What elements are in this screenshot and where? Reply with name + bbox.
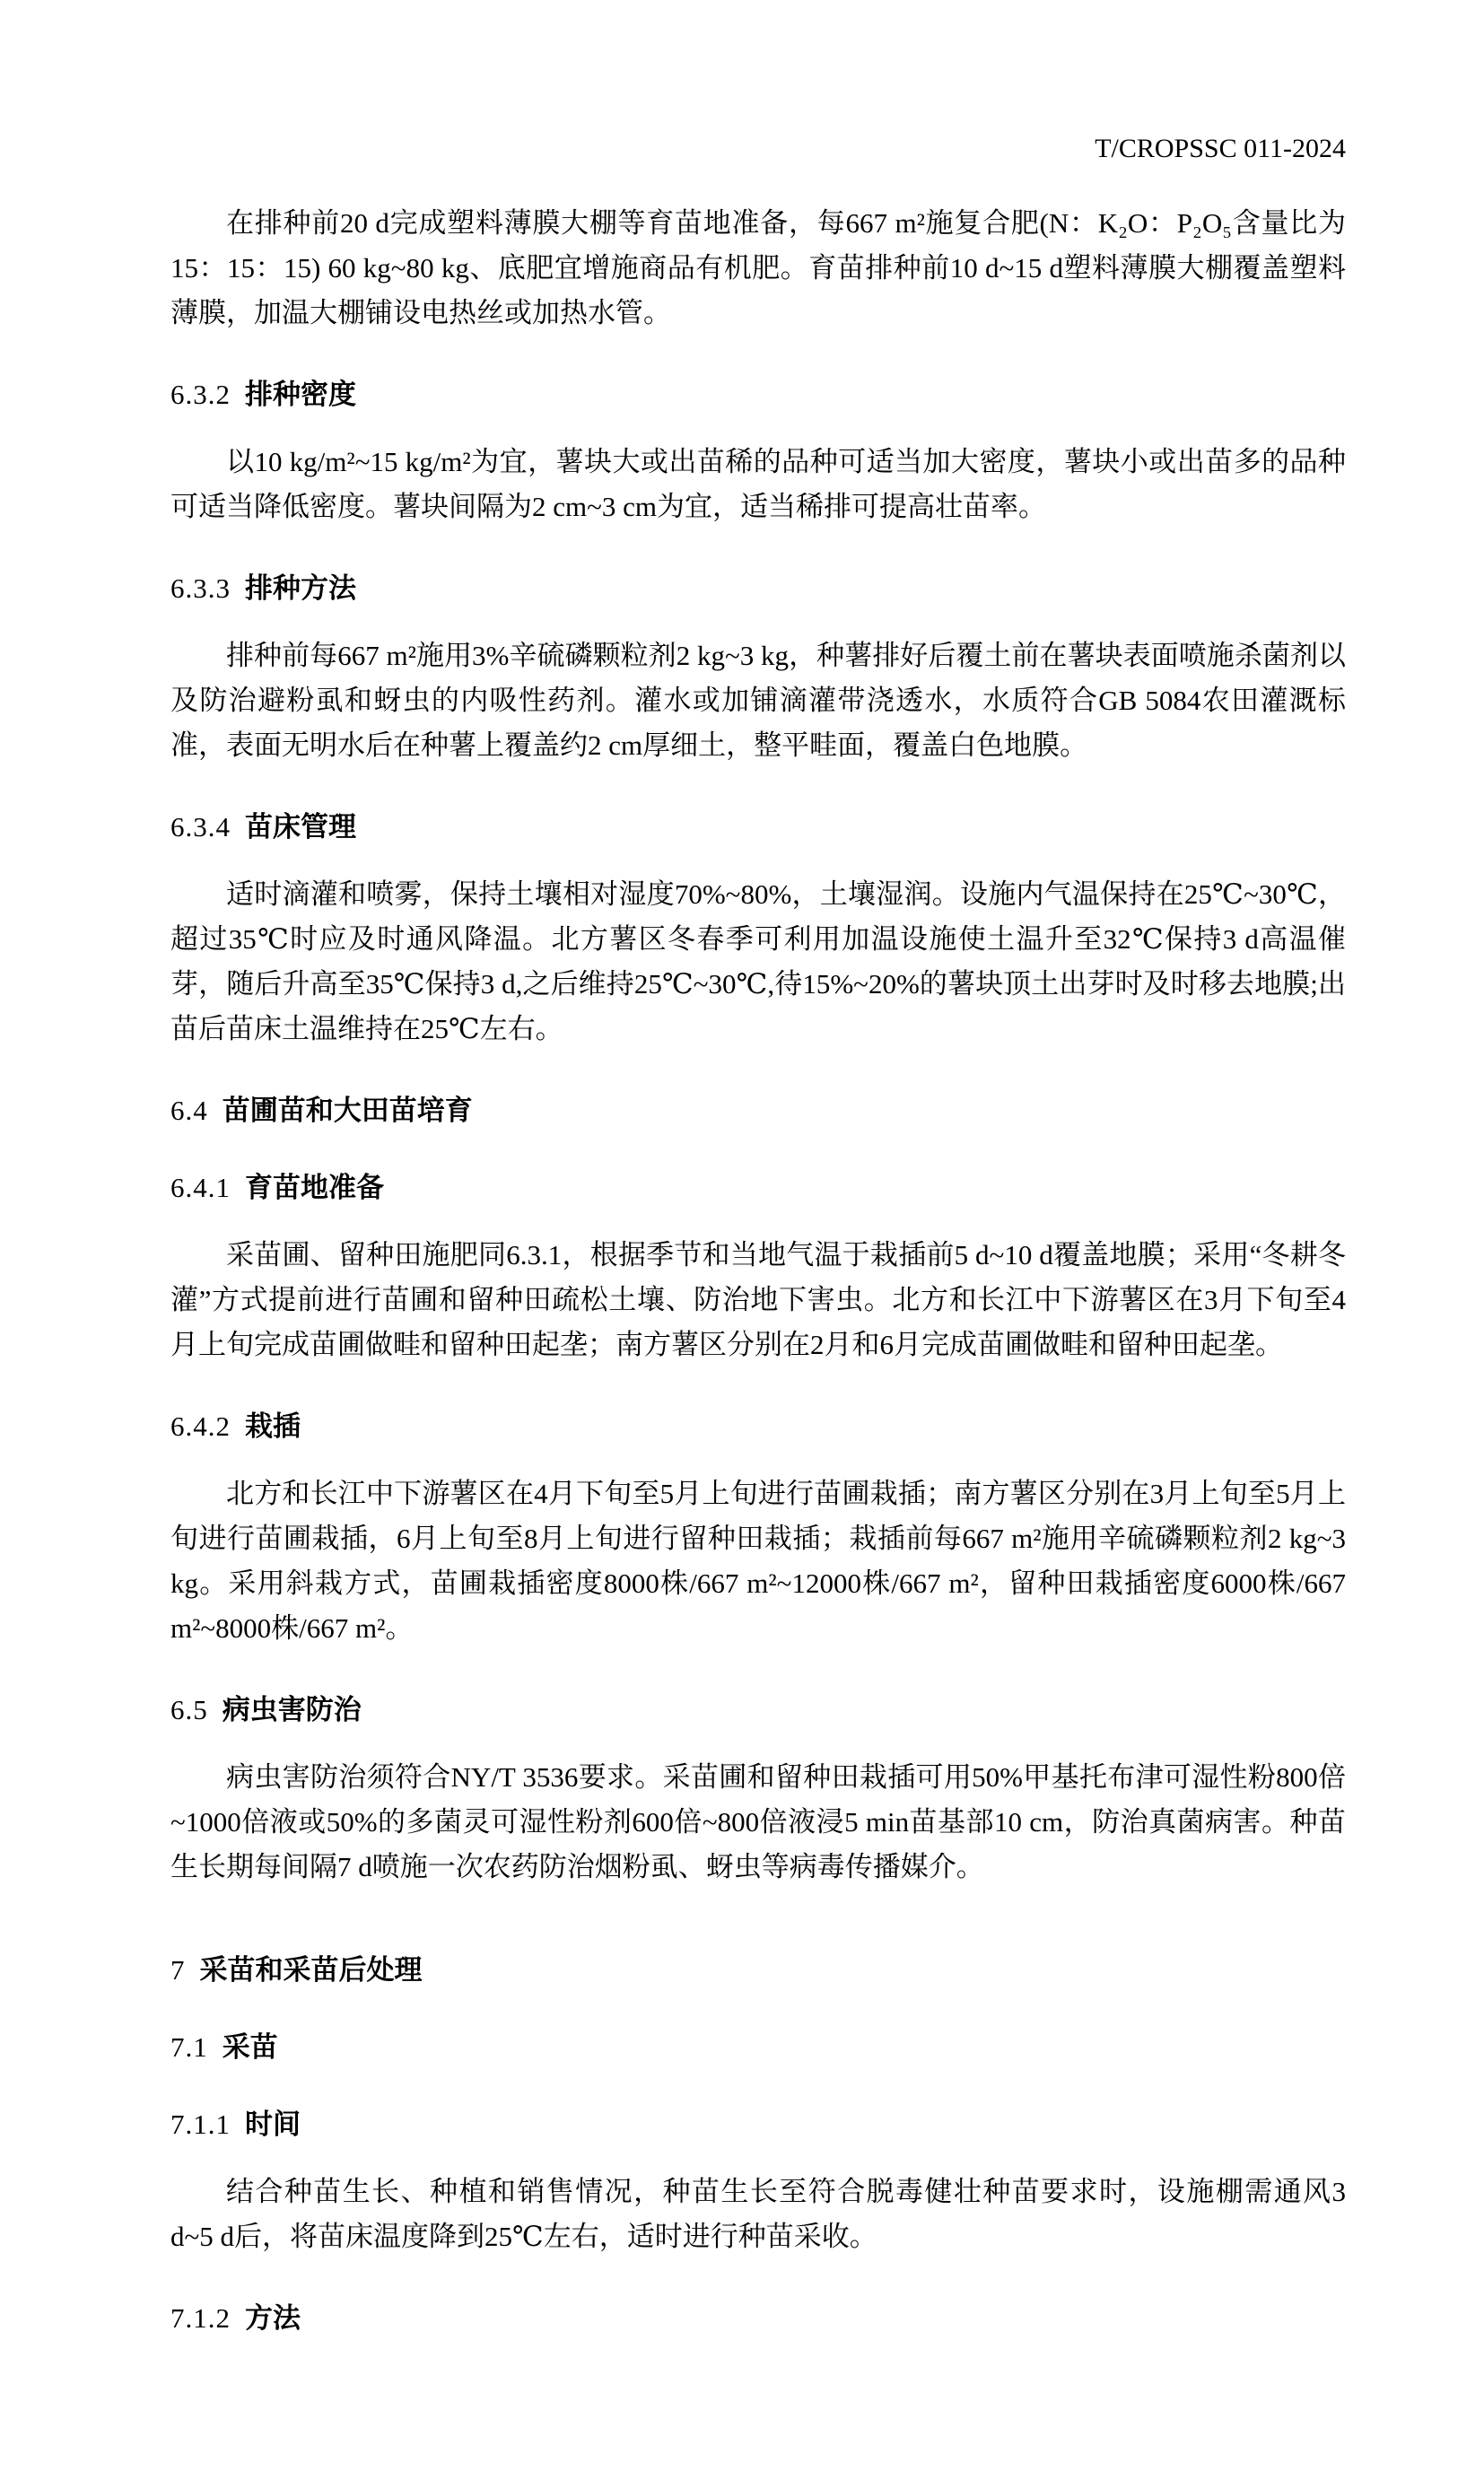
standard-code: T/CROPSSC 011-2024 xyxy=(1095,134,1346,163)
section-heading-6-4 xyxy=(170,1093,1346,1129)
document-body xyxy=(170,201,1346,2336)
heading-title: 苗圃苗和大田苗培育 xyxy=(222,1095,473,1126)
body-paragraph: 排种前每667 m²施用3%辛硫磷颗粒剂2 kg~3 kg，种薯排好后覆土前在薯块表面喷施杀菌剂以及防治避粉虱和蚜虫的内吸性药剂。灌水或加铺滴灌带浇透水，水质符合GB 5084农田灌溉标准，表面无明水后在种薯上覆盖约2 cm厚细土，整平畦面，覆盖白色地膜。 xyxy=(170,640,1346,761)
section-heading-7-1 xyxy=(170,2030,1346,2065)
heading-number: 7 xyxy=(170,1954,186,1986)
heading-title: 病虫害防治 xyxy=(222,1694,362,1725)
section-heading-6-3-3 xyxy=(170,571,1346,607)
heading-title: 排种密度 xyxy=(245,379,356,410)
heading-title: 育苗地准备 xyxy=(245,1172,384,1203)
section-heading-6-4-1 xyxy=(170,1170,1346,1206)
heading-number: 6.3.4 xyxy=(170,811,231,843)
heading-number: 6.5 xyxy=(170,1694,208,1725)
heading-title: 采苗和采苗后处理 xyxy=(199,1954,423,1986)
section-heading-7 xyxy=(170,1952,1346,1988)
body-paragraph: 在排种前20 d完成塑料薄膜大棚等育苗地准备，每667 m²施复合肥(N：K₂O：P₂O₅含量比为15：15：15) 60 kg~80 kg、底肥宜增施商品有机肥。育苗排种前10 d~15 d塑料薄膜大棚覆盖塑料薄膜，加温大棚铺设电热丝或加热水管。 xyxy=(170,207,1346,328)
heading-title: 栽插 xyxy=(245,1410,301,1442)
heading-number: 7.1.1 xyxy=(170,2109,231,2140)
body-paragraph: 结合种苗生长、种植和销售情况，种苗生长至符合脱毒健壮种苗要求时，设施棚需通风3 d~5 d后，将苗床温度降到25℃左右，适时进行种苗采收。 xyxy=(170,2176,1346,2252)
body-paragraph: 适时滴灌和喷雾，保持土壤相对湿度70%~80%，土壤湿润。设施内气温保持在25℃~30℃，超过35℃时应及时通风降温。北方薯区冬春季可利用加温设施使土温升至32℃保持3 d高温催芽，随后升高至35℃保持3 d,之后维持25℃~30℃,待15%~20%的薯块顶土出芽时及时移去地膜;出苗后苗床土温维持在25℃左右。 xyxy=(170,878,1346,1044)
section-heading-6-3-2 xyxy=(170,377,1346,413)
body-paragraph: 北方和长江中下游薯区在4月下旬至5月上旬进行苗圃栽插；南方薯区分别在3月上旬至5月上旬进行苗圃栽插，6月上旬至8月上旬进行留种田栽插；栽插前每667 m²施用辛硫磷颗粒剂2 kg~3 kg。采用斜栽方式，苗圃栽插密度8000株/667 m²~12000株/667 m²，留种田栽插密度6000株/667 m²~8000株/667 m²。 xyxy=(170,1478,1346,1644)
body-paragraph: 以10 kg/m²~15 kg/m²为宜，薯块大或出苗稀的品种可适当加大密度，薯块小或出苗多的品种可适当降低密度。薯块间隔为2 cm~3 cm为宜，适当稀排可提高壮苗率。 xyxy=(170,446,1346,522)
body-paragraph: 病虫害防治须符合NY/T 3536要求。采苗圃和留种田栽插可用50%甲基托布津可湿性粉800倍~1000倍液或50%的多菌灵可湿性粉剂600倍~800倍液浸5 min苗基部10 cm，防治真菌病害。种苗生长期每间隔7 d喷施一次农药防治烟粉虱、蚜虫等病毒传播媒介。 xyxy=(170,1761,1346,1882)
heading-number: 7.1.2 xyxy=(170,2302,231,2334)
section-heading-6-3-4 xyxy=(170,809,1346,845)
page-header xyxy=(170,133,1346,165)
heading-number: 6.3.2 xyxy=(170,379,231,410)
body-paragraph: 采苗圃、留种田施肥同6.3.1，根据季节和当地气温于栽插前5 d~10 d覆盖地膜；采用“冬耕冬灌”方式提前进行苗圃和留种田疏松土壤、防治地下害虫。北方和长江中下游薯区在3月下旬至4月上旬完成苗圃做畦和留种田起垄；南方薯区分别在2月和6月完成苗圃做畦和留种田起垄。 xyxy=(170,1239,1346,1360)
heading-number: 7.1 xyxy=(170,2031,208,2063)
heading-title: 苗床管理 xyxy=(245,811,356,843)
section-heading-6-4-2 xyxy=(170,1409,1346,1445)
section-heading-7-1-1 xyxy=(170,2107,1346,2143)
heading-number: 6.3.3 xyxy=(170,572,231,604)
heading-title: 方法 xyxy=(245,2302,301,2334)
heading-number: 6.4 xyxy=(170,1095,208,1126)
section-heading-7-1-2 xyxy=(170,2301,1346,2336)
heading-title: 排种方法 xyxy=(245,572,356,604)
heading-number: 6.4.2 xyxy=(170,1410,231,1442)
heading-title: 时间 xyxy=(245,2109,301,2140)
heading-title: 采苗 xyxy=(222,2031,278,2063)
section-heading-6-5 xyxy=(170,1692,1346,1728)
heading-number: 6.4.1 xyxy=(170,1172,231,1203)
